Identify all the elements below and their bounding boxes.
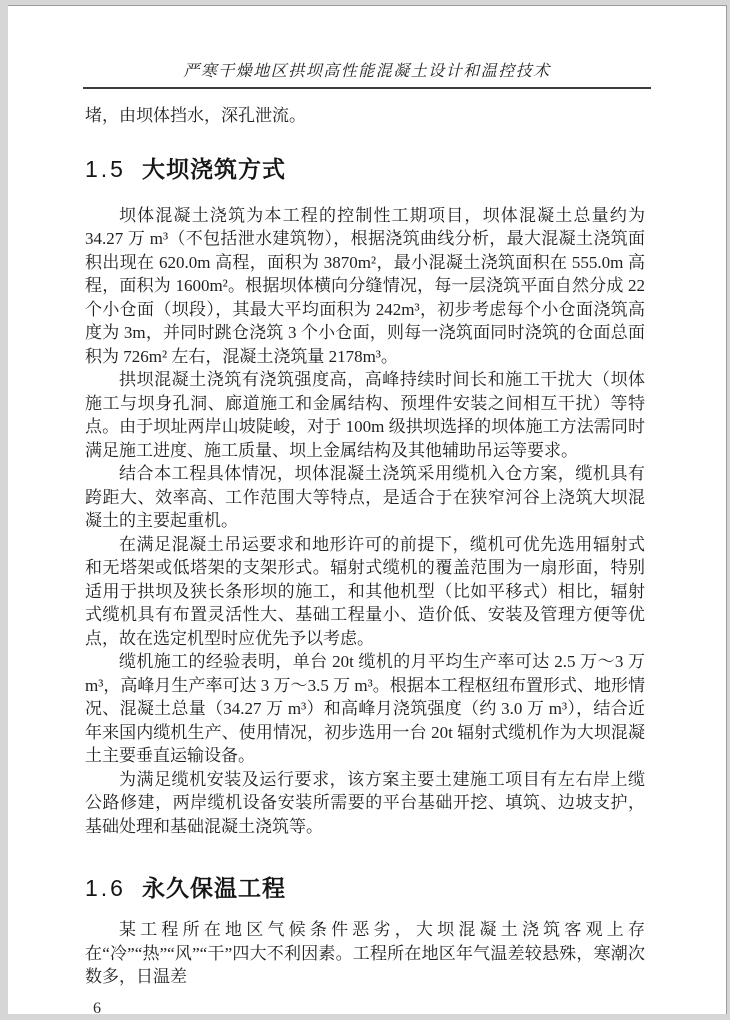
section-heading-1-6 <box>85 870 645 903</box>
section-heading-1-5 <box>85 151 645 184</box>
paragraph-dam-pouring-6: 为满足缆机安装及运行要求，该方案主要土建施工项目有左右岸上缆公路修建，两岸缆机设备安装所需要的平台基础开挖、填筑、边坡支护，基础处理和基础混凝土浇筑等。 <box>85 769 645 836</box>
page-number: 6 <box>93 999 101 1017</box>
section-number-1-5: 1.5 <box>85 155 126 182</box>
paragraph-dam-pouring-4: 在满足混凝土吊运要求和地形许可的前提下，缆机可优先选用辐射式和无塔架或低塔架的支架形式。辐射式缆机的覆盖范围为一扇形面，特别适用于拱坝及狭长条形坝的施工，和其他机型（比如平移式）相比，辐射式缆机具有布置灵活性大、基础工程量小、造价低、安装及管理方便等优点，故在选定机型时应优先予以考虑。 <box>85 534 645 648</box>
document-page <box>8 5 727 1017</box>
section-number-1-6: 1.6 <box>85 875 126 901</box>
paragraph-dam-pouring-3: 结合本工程具体情况，坝体混凝土浇筑采用缆机入仓方案，缆机具有跨距大、效率高、工作范围大等特点，是适合于在狭窄河谷上浇筑大坝混凝土的主要起重机。 <box>85 464 645 530</box>
section-title-1-6: 永久保温工程 <box>141 875 286 901</box>
section-title-1-5: 大坝浇筑方式 <box>141 155 286 182</box>
paragraph-continuation: 堵，由坝体挡水，深孔泄流。 <box>85 106 306 125</box>
paragraph-dam-pouring-5: 缆机施工的经验表明，单台 20t 缆机的月平均生产率可达 2.5 万～3 万 m³，高峰月生产率可达 3 万～3.5 万 m³。根据本工程枢纽布置形式、地形情况、混凝土总量（34.27 万 m³）和高峰月浇筑强度（约 3.0 万 m³），结合近年来国内缆机生产、使用情况，初步选用一台 20t 辐射式缆机作为大坝混凝土主要垂直运输设备。 <box>85 652 645 765</box>
paragraph-insulation-1: 某工程所在地区气候条件恶劣，大坝混凝土浇筑客观上存在“冷”“热”“风”“干”四大不利因素。工程所在地区年气温差较悬殊，寒潮次数多，日温差 <box>85 920 645 986</box>
page-header <box>83 58 651 89</box>
paragraph-dam-pouring-1: 坝体混凝土浇筑为本工程的控制性工期项目，坝体混凝土总量约为 34.27 万 m³（不包括泄水建筑物），根据浇筑曲线分析，最大混凝土浇筑面积出现在 620.0m 高程，面积为 3870m²，最小混凝土浇筑面积在 555.0m 高程，面积为 1600m²。根据坝体横向分缝情况，每一层浇筑平面自然分成 22 个小仓面（坝段），其最大平均面积为 242m³，初步考虑每个小仓面浇筑高度为 3m，并同时跳仓浇筑 3 个小仓面，则每一浇筑面同时浇筑的仓面总面积为 726m² 左右，混凝土浇筑量 2178m³。 <box>85 205 645 366</box>
paragraph-dam-pouring-2: 拱坝混凝土浇筑有浇筑强度高，高峰持续时间长和施工干扰大（坝体施工与坝身孔洞、廊道施工和金属结构、预埋件安装之间相互干扰）等特点。由于坝址两岸山坡陡峻，对于 100m 级拱坝选择的坝体施工方法需同时满足施工进度、施工质量、坝上金属结构及其他辅助吊运等要求。 <box>85 370 645 460</box>
running-title: 严寒干燥地区拱坝高性能混凝土设计和温控技术 <box>183 63 551 80</box>
